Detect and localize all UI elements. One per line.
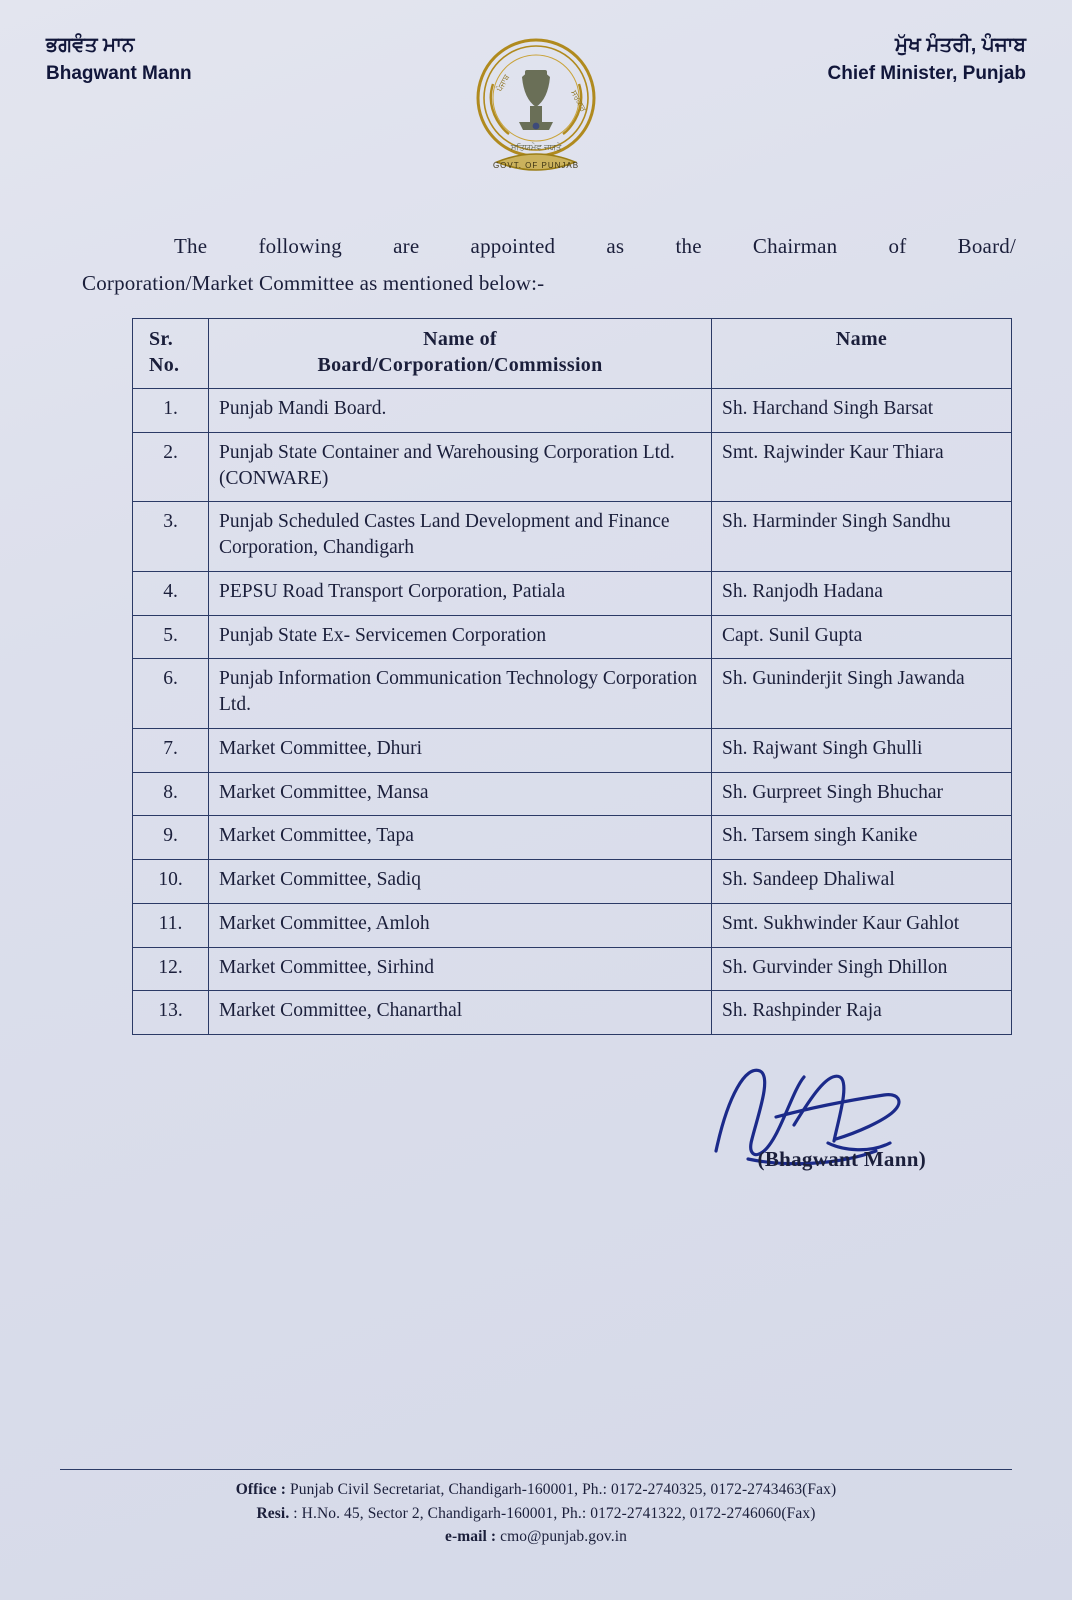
row-sr-no: 2. <box>133 433 209 502</box>
footer-email-line <box>46 1525 1026 1548</box>
table-header-row <box>133 318 1012 389</box>
row-appointee-name: Sh. Ranjodh Hadana <box>712 571 1012 615</box>
footer-office-label: Office : <box>235 1481 287 1499</box>
intro-line-1: The following are appointed as the Chairman of Board/ <box>174 234 1016 258</box>
footer-resi-line <box>46 1502 1026 1525</box>
letterhead-right <box>696 26 1026 87</box>
sr-header-line2: No. <box>149 353 180 376</box>
footer <box>46 1469 1026 1548</box>
row-sr-no: 8. <box>133 772 209 816</box>
table-row <box>133 433 1012 502</box>
org-header-line2: Board/Corporation/Commission <box>317 353 603 376</box>
row-organisation: Market Committee, Sirhind <box>209 947 712 991</box>
signature-name: (Bhagwant Mann) <box>757 1147 926 1172</box>
row-appointee-name: Capt. Sunil Gupta <box>712 615 1012 659</box>
table-row <box>133 816 1012 860</box>
table-row <box>133 659 1012 728</box>
row-sr-no: 10. <box>133 860 209 904</box>
cm-title-gurmukhi: ਮੁੱਖ ਮੰਤਰੀ, ਪੰਜਾਬ <box>894 34 1026 56</box>
footer-office-line <box>46 1478 1026 1501</box>
footer-divider <box>60 1469 1012 1470</box>
column-header-organisation <box>209 318 712 389</box>
column-header-name: Name <box>712 318 1012 389</box>
column-header-sr-no <box>133 318 209 389</box>
row-organisation: Punjab Information Communication Technology Corporation Ltd. <box>209 659 712 728</box>
row-sr-no: 4. <box>133 571 209 615</box>
letterhead <box>46 18 1026 186</box>
row-organisation: Punjab State Ex- Servicemen Corporation <box>209 615 712 659</box>
org-header-line1: Name of <box>423 327 497 350</box>
table-row <box>133 615 1012 659</box>
footer-office-text: Punjab Civil Secretariat, Chandigarh-160001, Ph.: 0172-2740325, 0172-2743463(Fax) <box>290 1481 837 1499</box>
row-sr-no: 11. <box>133 903 209 947</box>
row-organisation: Punjab Mandi Board. <box>209 389 712 433</box>
signature-area <box>46 1061 1026 1191</box>
row-organisation: PEPSU Road Transport Corporation, Patiala <box>209 571 712 615</box>
row-appointee-name: Sh. Tarsem singh Kanike <box>712 816 1012 860</box>
table-row <box>133 571 1012 615</box>
row-sr-no: 13. <box>133 991 209 1035</box>
appointments-table <box>132 318 1012 1036</box>
cm-title-english: Chief Minister, Punjab <box>827 63 1026 84</box>
footer-email-label: e-mail : <box>444 1527 497 1545</box>
row-sr-no: 5. <box>133 615 209 659</box>
row-sr-no: 12. <box>133 947 209 991</box>
row-organisation: Market Committee, Chanarthal <box>209 991 712 1035</box>
punjab-government-emblem-icon <box>475 26 597 186</box>
table-row <box>133 991 1012 1035</box>
sr-header-line1: Sr. <box>149 327 174 350</box>
row-organisation: Punjab Scheduled Castes Land Development and Finance Corporation, Chandigarh <box>209 502 712 571</box>
row-appointee-name: Sh. Sandeep Dhaliwal <box>712 860 1012 904</box>
row-appointee-name: Sh. Gurpreet Singh Bhuchar <box>712 772 1012 816</box>
row-sr-no: 7. <box>133 728 209 772</box>
svg-text:GOVT. OF PUNJAB: GOVT. OF PUNJAB <box>492 161 580 170</box>
table-row <box>133 772 1012 816</box>
row-appointee-name: Smt. Rajwinder Kaur Thiara <box>712 433 1012 502</box>
row-organisation: Punjab State Container and Warehousing Corporation Ltd. (CONWARE) <box>209 433 712 502</box>
intro-paragraph <box>46 228 1026 302</box>
cm-name-gurmukhi: ਭਗਵੰਤ ਮਾਨ <box>46 34 135 56</box>
table-body <box>133 389 1012 1035</box>
letterhead-left <box>46 26 376 87</box>
row-organisation: Market Committee, Sadiq <box>209 860 712 904</box>
row-sr-no: 1. <box>133 389 209 433</box>
footer-email-text[interactable]: cmo@punjab.gov.in <box>500 1527 628 1545</box>
row-sr-no: 3. <box>133 502 209 571</box>
row-appointee-name: Sh. Gurvinder Singh Dhillon <box>712 947 1012 991</box>
svg-text:ਪੰਜਾਬ: ਪੰਜਾਬ <box>494 73 512 93</box>
footer-resi-label: Resi. <box>256 1504 290 1522</box>
row-sr-no: 6. <box>133 659 209 728</box>
row-organisation: Market Committee, Mansa <box>209 772 712 816</box>
row-appointee-name: Sh. Guninderjit Singh Jawanda <box>712 659 1012 728</box>
row-sr-no: 9. <box>133 816 209 860</box>
table-row <box>133 860 1012 904</box>
table-row <box>133 903 1012 947</box>
table-row <box>133 502 1012 571</box>
cm-name-english: Bhagwant Mann <box>46 63 192 84</box>
table-row <box>133 728 1012 772</box>
row-appointee-name: Sh. Harchand Singh Barsat <box>712 389 1012 433</box>
row-appointee-name: Sh. Rajwant Singh Ghulli <box>712 728 1012 772</box>
intro-line-2: Corporation/Market Committee as mentioned below:- <box>82 270 545 295</box>
table-row <box>133 947 1012 991</box>
row-organisation: Market Committee, Tapa <box>209 816 712 860</box>
svg-text:ਸਰਕਾਰ: ਸਰਕਾਰ <box>569 88 588 114</box>
svg-text:ਸਤਿਯਮੇਵ ਜਯਤੇ: ਸਤਿਯਮੇਵ ਜਯਤੇ <box>510 142 562 152</box>
row-organisation: Market Committee, Dhuri <box>209 728 712 772</box>
emblem-container <box>461 26 611 186</box>
appointments-table-container <box>132 318 1012 1036</box>
table-row <box>133 389 1012 433</box>
row-appointee-name: Smt. Sukhwinder Kaur Gahlot <box>712 903 1012 947</box>
footer-resi-text: : H.No. 45, Sector 2, Chandigarh-160001, Ph.: 0172-2741322, 0172-2746060(Fax) <box>293 1504 816 1522</box>
row-appointee-name: Sh. Harminder Singh Sandhu <box>712 502 1012 571</box>
row-organisation: Market Committee, Amloh <box>209 903 712 947</box>
row-appointee-name: Sh. Rashpinder Raja <box>712 991 1012 1035</box>
